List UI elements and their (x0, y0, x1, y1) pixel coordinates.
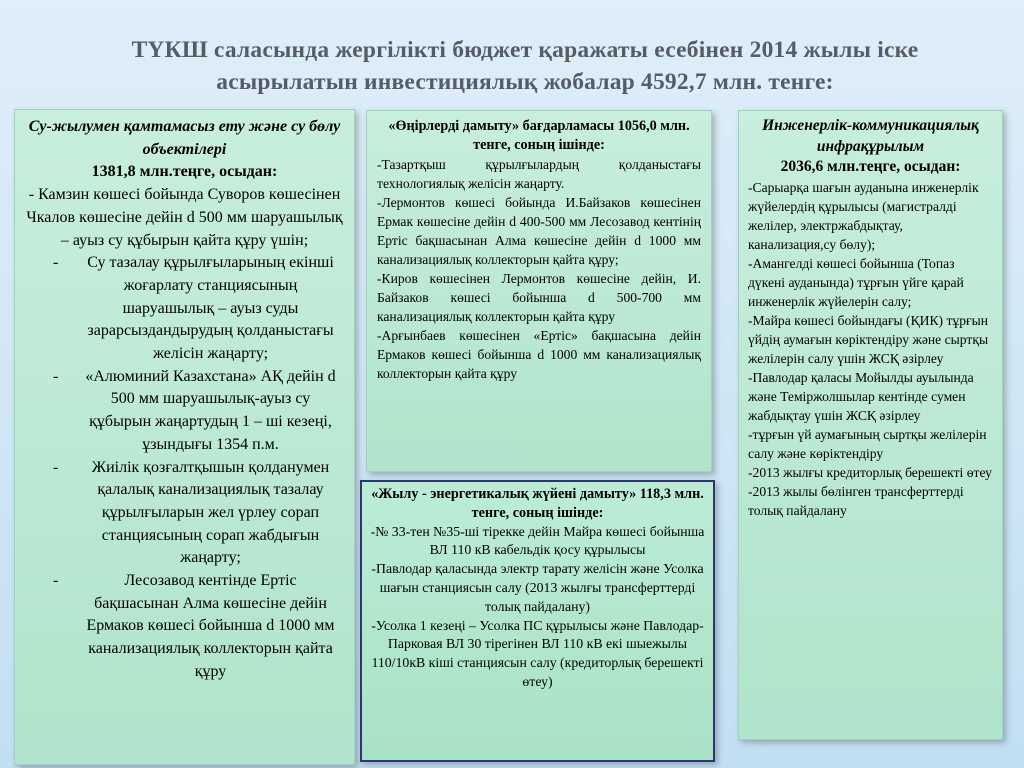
infra-amount: 2036,6 млн.теңге, осыдан: (780, 158, 961, 175)
list-marker: - (53, 254, 59, 272)
list-item: -Лермонтов көшесі бойында И.Байзаков көшесінен Ермак көшесіне дейін d 400-500 мм Лесозавод кентінің Ертіс бақшасынан Алма көшесіне дейін d 1000 мм канализациялық коллекторын қайта құру; (377, 195, 701, 267)
list-item (23, 252, 346, 366)
regions-heading: «Өңірлерді дамыту» бағдарламасы 1056,0 млн. тенге, соның ішінде: (388, 118, 690, 153)
list-item: -Тазартқыш құрылғылардың қолданыстағы технологиялық желісін жаңарту. (377, 157, 701, 191)
list-item: -Арғынбаев көшесінен «Ертіс» бақшасына дейін Ермаков көшесі бойынша d 1000 мм канализациялық коллекторын қайта құру (377, 328, 701, 381)
water-supply-panel (14, 109, 355, 765)
list-item: -Майра көшесі бойындағы (ҚИК) тұрғын үйдің аумағын көріктендіру және сыртқы желілерін салу үшін ЖСҚ әзірлеу (748, 312, 989, 366)
list-item (23, 366, 346, 457)
energy-heading: «Жылу - энергетикалық жүйені дамыту» 118,3 млн. тенге, соның ішінде: (371, 486, 704, 521)
list-item-text: Лесозавод кентінде Ертіс бақшасынан Алма көшесіне дейін Ермаков көшесі бойынша d 1000 мм канализациялық коллекторын қайта құру (86, 572, 335, 680)
list-marker: - (53, 367, 59, 385)
list-item: -Павлодар қаласы Мойылды ауылында және Теміржолшылар кентінде сумен жабдықтау үшін ЖСҚ әзірлеу (748, 369, 974, 423)
list-item (23, 457, 346, 571)
water-amount: 1381,8 млн.теңге, осыдан: (91, 163, 278, 181)
list-item: -Усолка 1 кезеңі – Усолка ПС құрылысы және Павлодар-Парковая ВЛ 30 тірегінен ВЛ 110 кВ екі шыежылы 110/10кВ кіші станциясын салу (кредиторлық берешекті өтеу) (371, 617, 704, 689)
list-item-text: Жиілік қозғалтқышын қолданумен қалалық канализациялық тазалау құрылғыларын жел үрлеу сорап станциясының сорап жабдығын жаңарту; (91, 458, 330, 567)
water-list (23, 252, 346, 683)
list-item: -2013 жылғы кредиторлық берешекті өтеу (748, 464, 992, 480)
list-marker: - (53, 572, 59, 590)
water-heading: Су-жылумен қамтамасыз ету және су бөлу объектілері (28, 118, 341, 158)
infra-heading: Инженерлік-коммуникациялық инфрақұрылым (762, 117, 979, 155)
list-item: -Павлодар қаласында электр тарату желісін және Усолка шағын станциясын салу (2013 жылғы трансферттерді толық пайдалану) (371, 561, 704, 614)
list-item: -2013 жылы бөлінген трансферттерді толық пайдалану (748, 483, 964, 518)
list-item (23, 570, 346, 684)
list-item: -тұрғын үй аумағының сыртқы желілерін салу және көріктендіру (748, 426, 987, 461)
list-item: -№ 33-тен №35-ші тірекке дейін Майра көшесі бойынша ВЛ 110 кВ кабельдік қосу құрылысы (370, 523, 705, 558)
list-item: -Амангелді көшесі бойынша (Топаз дүкені ауданында) тұрғын үйге қарай инженерлік жүйелерін салу; (748, 255, 964, 309)
list-item: -Сарыарқа шағын ауданына инженерлік жүйелердің құрылысы (магистралді желілер, электржабдықтау, канализация,су бөлу); (748, 179, 979, 252)
energy-system-panel (360, 480, 715, 762)
page-title: ТҮКШ саласында жергілікті бюджет қаражаты есебінен 2014 жылы іске асырылатын инвестициялық жобалар 4592,7 млн. тенге: (131, 37, 919, 95)
list-marker: - (53, 458, 59, 476)
list-item-text: Су тазалау құрылғыларының екінші жоғарлату станциясының шаруашылық – ауыз суды зарарсыздандырудың қолданыстағы желісін жаңарту; (87, 254, 334, 363)
water-first-item: - Камзин көшесі бойында Суворов көшесінен Чкалов көшесіне дейін d 500 мм шаруашылық – ауыз су құбырын қайта құру үшін; (26, 186, 343, 249)
regions-development-panel (366, 110, 712, 472)
infrastructure-panel (738, 110, 1003, 740)
list-item: -Киров көшесінен Лермонтов көшесіне дейін, И. Байзаков көшесі бойынша d 500-700 мм канализациялық коллекторын қайта құру (377, 271, 701, 324)
list-item-text: «Алюминий Казахстана» АҚ дейін d 500 мм шаруашылық-ауыз су құбырын жаңартудың 1 – ші кезеңі, ұзындығы 1354 п.м. (85, 367, 336, 453)
